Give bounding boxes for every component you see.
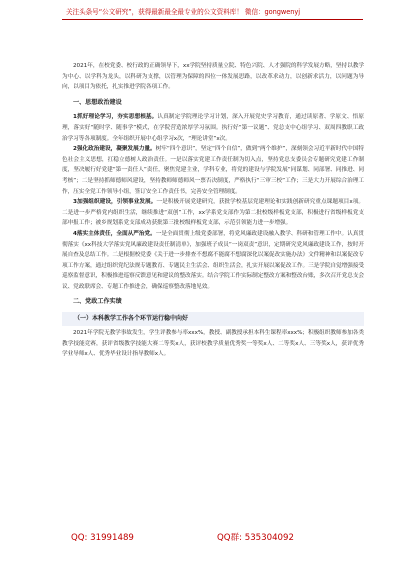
header-divider <box>62 19 363 20</box>
item-lead-3: 3加强组织建设，引领事业发展。 <box>73 199 157 206</box>
section-heading-1: 一、思想政治建设 <box>73 98 122 106</box>
item-paragraph-4 <box>62 229 364 293</box>
footer-qq-number: QQ: 31991489 <box>71 533 134 543</box>
item-lead-2: 2强化政治建设，凝聚发展力量。 <box>73 146 156 153</box>
contact-footer <box>62 528 363 548</box>
subsection-heading: （一）本科教学工作各个环节运行稳中向好 <box>62 312 364 326</box>
item-paragraph-2 <box>62 144 364 197</box>
promo-banner[interactable]: 关注头条号“公文研究”，获得最新最全最专业的公文资料库！ 微信：gongwenyj <box>66 8 301 16</box>
item-paragraph-3 <box>62 197 364 229</box>
document-body <box>62 61 364 360</box>
footer-qq-group: QQ群: 535304092 <box>217 533 294 543</box>
item-text-4: 一是全面贯彻上级党委部署，将党风廉政建设融入教学、科研和管理工作中。认真贯彻落实《xx科技大学落实党风廉政建设责任制清单》，加强班子成员“一岗双责”意识，定期研究党风廉政建设工作，按时开展自查及总结工作。二是根据校党委《关于进一步排查不想腐不能腐不想腐深化以案促改实施办法》文件精神和以案促改专项工作方案，通过组织党纪法规专题教育、专题民主生活会、组织生活会，扎实开展以案促改工作。三是学院自觉增强接受巡察监督意识，积极推进巡察反馈意见和建议的整改落实。结合学院工作实际制定整改方案和整改台账，多次召开党总支会议、党政联席会、专题工作推进会，确保巡察整改落地见效。 <box>62 230 364 290</box>
intro-paragraph: 2021年，在校党委、校行政的正确领导下，xx学院坚持质量立院、特色兴院、人才强院的科学发展方略，坚持以教学为中心、以学科为龙头，以科研为支撑，以管理为保障的四位一体发展思路，以改革求动力，以创新求活力，以问题为导向，以项目为依托，扎实推进学院各项工作。 <box>62 63 364 91</box>
item-paragraph-1 <box>62 112 364 144</box>
section-heading-2: 二、党政工作实绩 <box>73 298 122 306</box>
item-text-3: 一是积极开展党建研究，获批学校基层党建理论和实践创新研究重点课题项目x项。二是进一步严格党内组织生活，继续推进“双创”工作，xx学系党支部作为第二批校级样板党支部，积极进行省级样板党支部申报工作；被乡规划系党支部成功获批第三批校级样板党支部，示范引领能力进一步增强。 <box>62 199 364 227</box>
closing-paragraph: 2021年学院无教学事故发生，学生评教参与率xxx%，教授、副教授承担本科生课程率xxx%；积极组织教师参加各类教学技能竞赛，获评省级教学技能大赛二等奖x人，获评校教学质量优秀奖一等奖x人、二等奖x人、三等奖x人，获评优秀学业导师x人、优秀毕业设计指导教师x人。 <box>62 330 364 358</box>
item-lead-4: 4落实主体责任，全面从严治党。 <box>73 230 156 237</box>
item-text-1: 认真制定学院理论学习计划，深入开展党史学习教育，通过读原著、学原文、悟原理，落实好“随时学、随事学”模式，在学院营造浓厚学习氛围。执行好“第一议题”、党总支中心组学习、双周四教职工政治学习等各项制度。全年组织开展中心组学习x次，“理论讲堂”x次。 <box>62 114 364 142</box>
item-text-2: 树牢“四个意识”，坚定“四个自信”，做到“两个维护”，深刻领会习近平新时代中国特色社会主义思想，扛稳立德树人政治责任。一是以落实党建工作责任制为切入点，坚持党总支委员会专题研究党建工作制度，坚决履行好党建“第一责任人”责任，聚焦党建主业，学科专业，将党的建设与学院发展“同谋划、同部署、同推进、同考核”；二是坚持抓师德师风建设，坚持教师师德师风一票否决制度，严格执行“三审三校”工作；三是大力开展综合治理工作，压实全党工作领导小组，签订安全工作责任书，完善安全管理制度。 <box>62 146 364 195</box>
item-lead-1: 1抓好理论学习，夯实思想根基。 <box>73 114 158 121</box>
